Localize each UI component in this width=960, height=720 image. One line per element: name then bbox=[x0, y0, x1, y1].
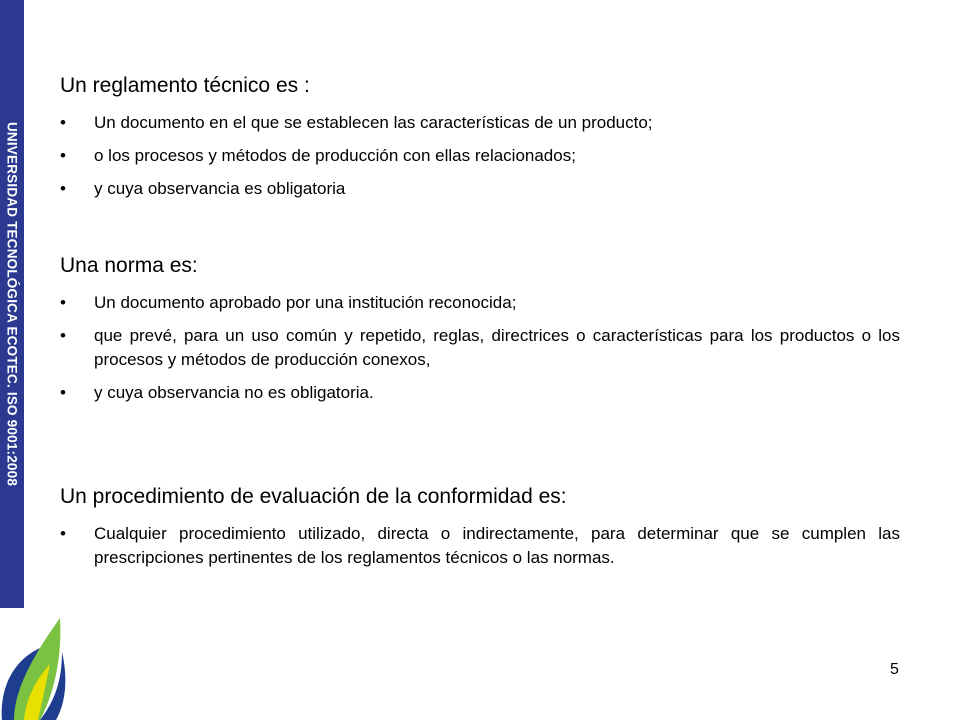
list-item-text: y cuya observancia es obligatoria bbox=[94, 179, 346, 198]
bullet-list bbox=[60, 522, 900, 579]
list-item bbox=[60, 324, 900, 372]
list-item-text: y cuya observancia no es obligatoria. bbox=[94, 383, 374, 402]
section-heading: Una norma es: bbox=[60, 254, 198, 277]
page-number: 5 bbox=[890, 661, 899, 678]
list-item bbox=[60, 177, 900, 201]
bullet-icon: • bbox=[60, 326, 66, 345]
list-item-text: Cualquier procedimiento utilizado, directa o indirectamente, para determinar que se cumplen las prescripciones pertinentes de los reglamentos técnicos o las normas. bbox=[94, 524, 900, 567]
bullet-list bbox=[60, 111, 900, 210]
banner-text: UNIVERSIDAD TECNOLÓGICA ECOTEC. ISO 9001:2008 bbox=[4, 121, 20, 487]
bullet-icon: • bbox=[60, 113, 66, 132]
list-item-text: Un documento en el que se establecen las características de un producto; bbox=[94, 113, 653, 132]
list-item-text: Un documento aprobado por una institución reconocida; bbox=[94, 293, 517, 312]
bullet-list bbox=[60, 291, 900, 414]
list-item bbox=[60, 111, 900, 135]
bullet-icon: • bbox=[60, 146, 66, 165]
list-item-text: o los procesos y métodos de producción con ellas relacionados; bbox=[94, 146, 576, 165]
list-item-text: que prevé, para un uso común y repetido, reglas, directrices o características para los productos o los procesos y métodos de producción conexos, bbox=[94, 326, 900, 369]
section-heading: Un procedimiento de evaluación de la conformidad es: bbox=[60, 485, 567, 508]
leaf-logo-icon bbox=[0, 612, 72, 720]
bullet-icon: • bbox=[60, 293, 66, 312]
bullet-icon: • bbox=[60, 179, 66, 198]
list-item bbox=[60, 291, 900, 315]
section-heading: Un reglamento técnico es : bbox=[60, 74, 310, 97]
bullet-icon: • bbox=[60, 524, 66, 543]
list-item bbox=[60, 144, 900, 168]
list-item bbox=[60, 381, 900, 405]
list-item bbox=[60, 522, 900, 570]
bullet-icon: • bbox=[60, 383, 66, 402]
vertical-banner bbox=[0, 0, 24, 608]
